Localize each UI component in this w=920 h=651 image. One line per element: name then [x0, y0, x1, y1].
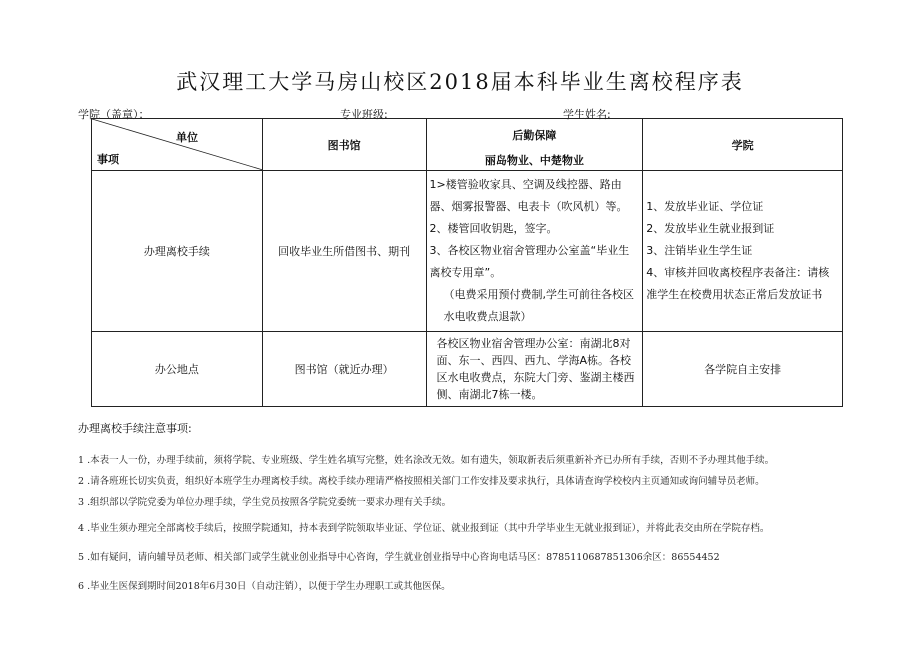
header-unit: 单位 [176, 131, 198, 144]
college-stamp-label: 学院（盖章）： [78, 108, 150, 121]
note-item-6: 6 .毕业生医保到期时间2018年6月30日（自动注销），以便于学生办理职工或其他医保。 [78, 581, 451, 592]
table-row [92, 171, 843, 332]
header-logistics: 后勤保障 [512, 129, 557, 142]
header-diagonal-cell [92, 119, 263, 171]
header-item: 事项 [97, 153, 119, 166]
notes-title: 办理离校手续注意事项: [78, 422, 192, 435]
header-logistics-sub: 丽岛物业、中楚物业 [484, 154, 584, 167]
table-row [92, 332, 843, 407]
school-procedure [643, 171, 843, 332]
note-item-4: 4 .毕业生须办理完全部离校手续后，按照学院通知，持本表到学院领取毕业证、学位证、就业报到证（其中升学毕业生无就业报到证），并将此表交由所在学院存档。 [78, 523, 770, 534]
document-title: 武汉理工大学马房山校区2018届本科毕业生离校程序表 [176, 70, 744, 94]
note-item-2: 2 .请各班班长切实负责，组织好本班学生办理离校手续。离校手续办理请严格按照相关部门工作安排及要求执行，具体请查询学校校内主页通知或询问辅导员老师。 [78, 476, 765, 487]
library-procedure: 回收毕业生所借图书、期刊 [262, 171, 426, 332]
note-item-1: 1 .本表一人一份，办理手续前，须将学院、专业班级、学生姓名填写完整，姓名涂改无效。如有遗失，领取新表后须重新补齐已办所有手续，否则不予办理其他手续。 [78, 455, 775, 466]
school-step-3: 3、注销毕业生学生证 [646, 244, 753, 257]
logistics-step-2: 2、楼管回收钥匙，签字。 [429, 222, 558, 235]
school-step-1: 1、发放毕业证、学位证 [646, 200, 764, 213]
school-step-2: 2、发放毕业生就业报到证 [646, 222, 775, 235]
header-school: 学院 [643, 119, 843, 171]
row-label-procedures: 办理离校手续 [92, 171, 263, 332]
logistics-office [426, 332, 643, 407]
header-logistics-cell [426, 119, 643, 171]
logistics-office-text: 各校区物业宿舍管理办公室：南湖北8对面、东一、西四、西九、学海A栋。各校区水电收费点，东院大门旁、鉴湖主楼西侧、南湖北7栋一楼。 [436, 337, 635, 401]
class-label: 专业班级: [340, 108, 388, 121]
note-item-5: 5 .如有疑问，请向辅导员老师、相关部门或学生就业创业指导中心咨询，学生就业创业指导中心咨询电话马区：8785110687851306余区：86554452 [78, 552, 720, 563]
logistics-note: （电费采用预付费制,学生可前往各校区水电收费点退款） [443, 288, 635, 323]
note-item-3: 3 .组织部以学院党委为单位办理手续，学生党员按照各学院党委统一要求办理有关手续。 [78, 497, 452, 508]
table-header-row [92, 119, 843, 171]
header-library: 图书馆 [262, 119, 426, 171]
row-label-office: 办公地点 [92, 332, 263, 407]
school-step-4: 4、审核并回收离校程序表备注：请核准学生在校费用状态正常后发放证书 [646, 266, 830, 301]
logistics-step-3: 3、各校区物业宿舍管理办公室盖“毕业生离校专用章”。 [429, 244, 630, 279]
student-name-label: 学生姓名: [563, 108, 611, 121]
logistics-procedure [426, 171, 643, 332]
departure-procedure-table [91, 118, 843, 407]
school-office: 各学院自主安排 [643, 332, 843, 407]
logistics-step-1: 1>楼管验收家具、空调及线控器、路由器、烟雾报警器、电表卡（吹风机）等。 [429, 178, 628, 213]
library-office: 图书馆（就近办理） [262, 332, 426, 407]
